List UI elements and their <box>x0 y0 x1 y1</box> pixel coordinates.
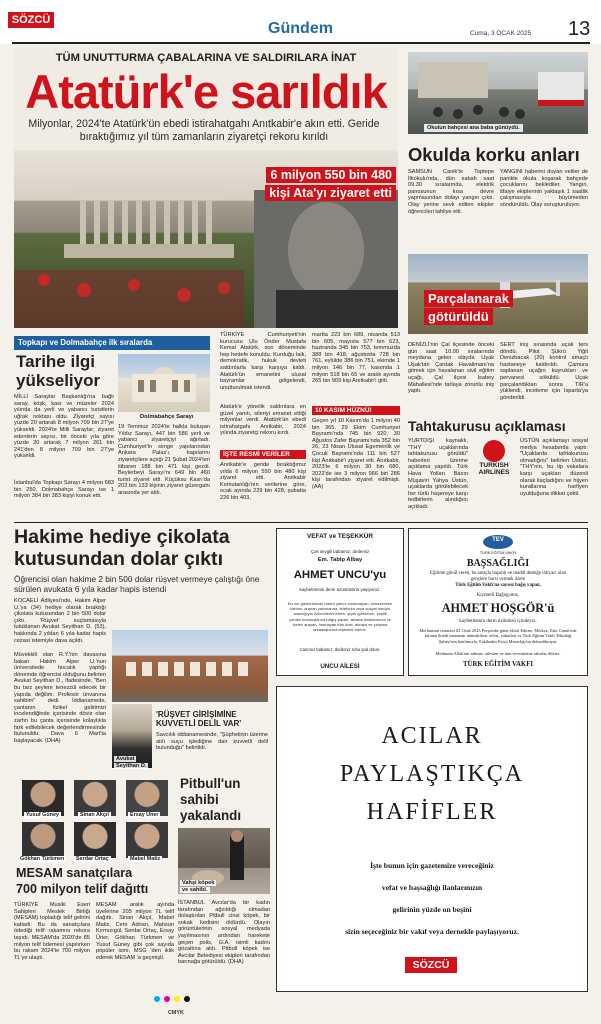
acilar-text-3: gelirinin yüzde on beşini <box>392 905 472 914</box>
mesam-col1: TÜRKİYE Musiki Eseri Sahipleri Meslek Birliği (MESAM) topladığı telif gelirini katladı. Bu da sanatçılara ödediği telif rakamını rekora taşıdı. MESAM'da 2020'de 85 milyon telif ödemesi yapılırken bu rakam 2024'te 700 milyon TL'ye ulaştı. <box>14 902 90 961</box>
thy-story <box>408 418 588 520</box>
ad-uncu-family: UNCU AİLESİ <box>320 663 360 670</box>
ucak-col2: SERT iniş sırasında uçak ters döndü. Pilot Şükrü Yiğit Denizbacak (20) kontrol amaçlı hastaneye kaldırıldı. Çamura saplanan uçağın kuyrukları ve pervanesi söküldü. Uçak parçalandıktan sonra TIR'a yüklendi, inceleme için Isparta'ya gönderildi. <box>500 342 588 401</box>
portrait-yusuf-guney <box>22 780 64 816</box>
hakime-headline-2: kutusundan dolar çıktı <box>14 548 224 570</box>
hakime-col1b: Müvekkili olan R.Y.'nin davasına bakan Hakim Alper U.'nun üniversitede hocalık yaptığı dönemde öğrencisi olduğunu belirten Avukat Seyithan D., ifadesinde, "Ben bu tarz şeylere tenezzül edecek bir yapıda değilim. Profesör ünvanına sahibim" dedi. İddianamede, çantanın fizikel gelirimizi incelendiğinde içerisinde döviz olan zarfın bu çanta içerisinde kolaylıkla fark edilebilecek değerlendirmesinde bulunuldu. Dava 6 Mart'ta başlayacak. (DHA) <box>14 652 106 744</box>
lead-headline: Atatürk'e sarıldık <box>25 65 387 118</box>
thy-logo-top: TURKISH <box>479 462 509 469</box>
lead-col1-p2: Atatürk'e yönelik saldırılara en güzel yanıtı, sileriyi emanet ettiği milyonlar verdi. Atatürk'ün ebedi istirahatgahı Anıtkabir, 2024 yılında ziyaretçi rekoru kırdı. <box>220 404 306 437</box>
lead-col2-p2: Geçen yıl 10 Kasım'da 1 milyon 40 bin 365, 29 Ekim Cumhuriyet Bayramı'nda 745 bin 920, 30 Ağustos Zafer Bayramı'nda 352 bin 26, 23 Nisan Ulusal Egemenlik ve Çocuk Bayramı'nda 111 bin 527 kişi Anıtkabir'i ziyaret etti. Anıtkabir, 2023'te 6 milyon 30 bin 680, 2022'de ise 3 milyon 966 bin 286 kişi tarafından ziyaret edilmişti. (AA) <box>312 418 400 490</box>
ad-tev-line1b: Türk Eğitim Vakfı'na sayısız bağış yapan, <box>455 583 541 588</box>
ad-tev <box>408 528 588 676</box>
acilar-text-4: sizin seçeceğiniz bir vakıf veya dernekle paylaşıyoruz. <box>345 927 519 936</box>
pitbull-headline-3: yakalandı <box>180 808 242 823</box>
topkapi-story <box>14 336 210 514</box>
ad-uncu-title: VEFAT ve TEŞEKKÜR <box>307 533 373 540</box>
acilar-line-3: HAFİFLER <box>366 799 498 825</box>
topkapi-headline-2: yükseliyor <box>16 371 101 390</box>
hakime-quote-text: Savcılık iddianamesinde, "Şüphelinin üzerine atılı suçu işlediğine dair kuvvetli delil bulunduğu" belirtildi. <box>156 732 268 752</box>
page-number: 13 <box>568 18 591 40</box>
portrait-label-4: Gökhan Türkmen <box>20 856 65 862</box>
ad-uncu-line1: Çok sevgili babamız, dedemiz <box>310 549 370 554</box>
magenta-dot-icon <box>164 996 170 1002</box>
sozcu-logo[interactable]: SÖZCÜ <box>8 12 54 28</box>
pitbull-caption-1: Vahşi köpek <box>182 880 215 886</box>
lawyer-caption-2: Seyithan D. <box>116 763 147 769</box>
lead-text <box>220 332 400 522</box>
visitor-badge-line1: 6 milyon 550 bin 480 <box>266 167 396 183</box>
issue-date: Cuma, 3 OCAK 2025 <box>470 30 532 37</box>
ad-uncu-rank: Em. Tabip Albay <box>317 557 363 563</box>
color-registration <box>154 996 214 1006</box>
pitbull-story <box>178 776 270 1004</box>
ad-tev-line2: Kıymetli Bağışçımız, <box>476 593 520 598</box>
topkapi-headline-1: Tarihe ilgi <box>16 352 96 371</box>
pitbull-caption-2: ve sahibi. <box>182 887 208 893</box>
lead-col1-subhead: İŞTE RESMİ VERİLER <box>220 450 306 459</box>
hakime-headline-1: Hakime hediye çikolata <box>14 526 230 548</box>
school-photo <box>408 52 588 134</box>
dolmabahce-photo <box>118 354 210 412</box>
thy-col1: YURTDIŞI kaynaklı, "THY uçaklarında tahtakurusu görüldü" haberleri üzerine açıklama yapıldı. Türk Hava Yolları Basın Müşaviri Yahya Üstün, uçaklarda görülebilecek her türlü haşereye karşı tedbirlerin alındığını açıkladı. <box>408 438 468 510</box>
masthead-rule <box>12 42 590 44</box>
topkapi-kicker: Topkapı ve Dolmabahçe ilk sıralarda <box>14 336 210 350</box>
tev-logo-sub: TÜRK EĞİTİM VAKFI <box>479 551 517 555</box>
courthouse-photo <box>112 630 268 702</box>
yellow-dot-icon <box>174 996 180 1002</box>
ad-tev-body: Merhumun cenazesi 02 Ocak 2025 Perşembe günü (dün) Edirne, Merkez, Eski Camii'nde kılınan ikindi namazını müteakiben, ailesi, yakınları ve Türk Eğitim Vakfı Tekirdağ Şubesi'nin katılımıyla, Eskikadın Köyü Mezarlığı'na defnedilmiştir. <box>419 628 577 644</box>
visitor-badge-line2: kişi Ata'yı ziyaret etti <box>265 185 396 201</box>
mesam-story <box>14 776 174 1004</box>
acilar-text-1: İşte bunun için gazetemize vereceğiniz <box>370 861 494 870</box>
topkapi-col1b: İstanbul'da Topkapı Sarayı 4 milyon 683 bin 250, Dolmabahçe Sarayı ise 1 milyon 384 bin 383 kişiyi konuk etti. <box>14 480 114 500</box>
ad-tev-line3: kaybetmenin derin üzüntüsü içindeyiz. <box>459 619 537 624</box>
acilar-line-1: ACILAR <box>381 723 483 749</box>
mesam-col2: MESAM aralık ayında üyelerine 205 milyon TL telif dağıttı. Sinan Akçıl, Mabel Matiz, Cem Adrian, Mahsun Kırmızıgül, Serdar Ortaç, Ersay Üner, Gökhan Türkmen ve Yusuf Güney gibi çok sayıda popüler ismi, MSG 'den iklik ederek MESAM 'a geçmişti. <box>96 902 174 961</box>
portrait-label-3: Ersay Üner <box>130 812 159 818</box>
lawyer-caption-1: Avukat <box>116 756 135 762</box>
acilar-line-2: PAYLAŞTIKÇA <box>339 761 525 787</box>
ucak-headline-2: götürüldü <box>424 308 493 325</box>
okulda-story <box>408 52 588 250</box>
topkapi-col2: 19 Temmuz 2024'te halkla buluşan Yıldız Sarayı, 447 bin 586 yerli ve yabancı ziyaretçiyi ağırladı. Cumhuriyet'in simge yapılarından Ankara Palas'ı, kapılarını ziyaretçilere açtığı 21 Şubat 2024'ten itibaren 188 bin 471 kişi gezdi. Beylerbeyi Sarayı'nı 649 bin 460 turist ziyaret etti. Küçüksu Kasrı'da 203 bin 133 kişinin ziyaret güzergahı arasında yer aldı. <box>118 424 210 496</box>
portrait-label-5: Serdar Ortaç <box>76 856 109 862</box>
hakime-quote-title: 'RÜŞVET GİRİŞİMİNE KUVVETLİ DELİL VAR' <box>156 710 242 729</box>
thy-headline: Tahtakurusu açıklaması <box>408 418 566 434</box>
acilar-text-2: vefat ve başsağlığı ilanlarınızın <box>381 883 483 892</box>
portrait-label-2: Sinan Akçıl <box>80 812 109 818</box>
acilar-sozcu-logo[interactable]: SÖZCÜ <box>405 957 457 973</box>
mid-rule <box>14 522 588 523</box>
black-dot-icon <box>184 996 190 1002</box>
okulda-col2: YANGINI haberini duyan veliler de panikle okula koşarak bahçede çocuklarını beklediler. Yangın, itfaiye ekiplerinin yaklaşık 1 saatlik çalışmasıyla büyümeden söndürüldü. Olay soruşturuluyor. <box>500 169 588 208</box>
pitbull-body: İSTANBUL Avcılar'da bir kadın tarafından ağzıldığı olmadan dolaştırılan Pitbull cinsi köpek, bir sokak kedisini öldürdü. Olayın görüntülerinin sosyal medyada yayılmasının ardından harekete geçen polis, G.A. isimli kadını gözaltına aldı. Pitbull köpek ise Avcılar Belediyesi ekipleri tarafından barınağa götürüldü. (DHA) <box>178 900 270 966</box>
hakime-col1: KOCAELİ Adliyesi'nde, Hakim Alper U.'ya (34) hediye olarak bıraktığı çikolata kutusundan 2 bin 500 dolar çıktı. 'Rüşvet' suçlamasıyla tutuklanan Avukat Seyithan D. (53), hakkında 2 yıldan 6 yıla kadar hapis cezası istemiyle dava açıldı. <box>14 598 106 644</box>
dolmabahce-illustration <box>118 354 210 412</box>
courthouse-illustration <box>112 630 268 702</box>
lead-col1-p1: TÜRKİYE Cumhuriyeti'nin kurucusu Ulu Önder Mustafa Kemal Atatürk, son döneminde hep hedefe konuldu. Kurduğu laik, demokratik, hukuk devleti saldırılarla karşı karşıya kaldı. Atatürk'ün emanetini ulusal bayramlar gölgelendi, unutturulmak istendi. <box>220 332 306 391</box>
lead-col1-p3: Anıtkabir'e geride bıraktığımız yılda 6 milyon 550 bin 480 kişi ziyaret etti. Anıtkabir Komutanlığı'nın verilerine göre, ocak ayında 229 bin 428, şubatta 226 bin 403, <box>220 462 306 501</box>
dolmabahce-caption: Dolmabahçe Sarayı <box>140 414 194 420</box>
ad-tev-title: BAŞSAĞLIĞI <box>466 558 530 569</box>
portrait-serdar-ortac <box>74 822 116 858</box>
pitbull-headline-2: sahibi <box>180 792 219 807</box>
ucak-col1: DENİZLİ'nin Çal ilçesinde önceki gün saat 10.00 sıralarında meydana gelen olayda Uşak Uşak'tan Çardak Havalimanı'na gitmek için havalanan sivil eğitim uçağı, Çal ilçesi Isabey Mahallesi'nde tarlaya zorunlu iniş yaptı. <box>408 342 494 395</box>
ad-tev-line4: Merhuma Allah'tan rahmet, ailesine ve tüm sevenlerine sabırlar dileriz. <box>435 651 561 656</box>
thy-circle-icon <box>483 440 505 462</box>
ucak-story <box>408 254 588 418</box>
ad-uncu-line3: Canımız babamız, dedemiz ruhu şad olsun. <box>299 647 381 652</box>
okulda-headline: Okulda korku anları <box>408 144 580 165</box>
portrait-sinan-akcil <box>74 780 116 816</box>
lead-kicker: TÜM UNUTTURMA ÇABALARINA VE SALDIRILARA İNAT <box>55 52 357 64</box>
section-title[interactable]: Gündem <box>268 20 333 37</box>
school-photo-caption: Okulun bahçesi ana baba günüydü. <box>424 124 523 132</box>
ad-acilar <box>276 686 588 992</box>
ad-uncu-name: AHMET UNCU'yu <box>293 569 387 581</box>
cmyk-label: CMYK <box>168 1010 184 1016</box>
ad-uncu-line2: kaybetmenin derin üzüntüsünü yaşıyoruz. <box>299 587 381 592</box>
mesam-portrait-grid <box>14 776 174 866</box>
mesam-headline-2: 700 milyon telif dağıttı <box>16 882 149 896</box>
pitbull-headline-1: Pitbull'un <box>180 776 241 791</box>
lead-col2-p1: martta 223 bin 689, nisanda 513 bin 605, mayısta 577 bin 623, haziranda 345 bin 753, temmuzda 388 bin 418, ağustosta 728 bin 761, eylülde 386 bin 751, ekimde 1 milyon 146 bin 77, kasımda 1 milyon 518 bin 65 ve aralık ayında 265 bin 909 kişi Anıtkabir'i gitti. <box>312 332 400 385</box>
masthead <box>0 0 601 44</box>
tev-logo: TEV <box>492 537 504 543</box>
portrait-label-6: Mabel Matiz <box>130 856 161 862</box>
portrait-label-1: Yusuf Güney <box>26 812 59 818</box>
cyan-dot-icon <box>154 996 160 1002</box>
hakime-story <box>14 526 268 772</box>
lead-deck: Milyonlar, 2024'te Atatürk'ün ebedi istirahatgahı Anıtkabir'e akın etti. Geride bıraktığımız yıl tüm zamanların ziyaretçi rekoru kırıldı <box>28 118 380 143</box>
hakime-deck: Öğrencisi olan hakime 2 bin 500 dolar rüşvet vermeye çalıştığı öne sürülen avukata 6 yıla kadar hapis istendi <box>14 574 260 595</box>
visitor-badge <box>264 166 396 202</box>
portrait-ersay-uner <box>126 780 168 816</box>
portrait-mabel-matiz <box>126 822 168 858</box>
ad-uncu <box>276 528 404 676</box>
ad-tev-signature: TÜRK EĞİTİM VAKFI <box>463 661 533 668</box>
lead-story <box>14 48 398 328</box>
thy-col2: ÜSTÜN açıklamayı sosyal medya hesabında yaptı: "Uçaklarda tahtakurusu olmadığını" belirten Üstün, "THY'nin, bu tip vakalara karşı uçakları düzenli olarak ilaçladığını ve hijyen kurallarına harfiyen uyulduğuna dikkat çekti. <box>520 438 588 497</box>
ad-tev-line1: Eğitime gönül veren, bu amaçla başarılı ve maddi desteğe ihtiyacı olan gençlere bursi vermek üzere <box>430 571 566 582</box>
thy-logo-bottom: AIRLINES <box>478 469 510 476</box>
ucak-headline-1: Parçalanarak <box>424 290 513 307</box>
mesam-headline-1: MESAM sanatçılara <box>16 866 133 880</box>
ad-tev-name: AHMET HOŞGÖR'ü <box>441 601 555 615</box>
lead-col2-subhead: 10 KASIM HÜZNÜ! <box>312 406 400 415</box>
topkapi-col1: MİLLİ Saraylar Başkanlığı'na bağlı saray, köşk, kasr ve müzeler 2024 yılında da yerli ve yabancı turistlerin uğrak noktası oldu. Ziyaretçi sayısı yüzde 20 artarak 8 milyon 709 bin 27'ye yükseldi. 2024'te Milli Saraylar; ziyaret edenlerin sayısı, bir önceki yıla göre yüzde 20 artarak 7 milyon 261 bin 241'den 8 milyon 709 bin 27'ye yükseldi. <box>14 394 114 460</box>
portrait-gokhan-turkmen <box>22 822 64 858</box>
ad-uncu-body: Bu zor günlerimizde bizleri yalnız bırakmayan, cenazemize katılan, aranan yakınlarına, telefonla veya sosyal medya aracılığıyla üzüntülerini ileten, çiçek gönderen, çeşitli yerden kuruluşlarına bağış yapan, akraba dostlarımıza ve bizleri arayan, hatırlayan tüm dost, akraba ve çalışma arkadaşlarına teşekkür ederiz. <box>287 601 393 633</box>
okulda-col1: SAMSUN Canik'te Toptepe İlkokulu'nda, dün sabah saat 09.30 sıralarında, elektrik panosunun kısa devre yapmasından dolayı yangın çıktı. Olay yerine sevk edilen ekipler öğrencileri tahliye etti. <box>408 169 494 215</box>
turkish-airlines-logo <box>472 440 516 478</box>
school-illustration <box>408 52 588 134</box>
